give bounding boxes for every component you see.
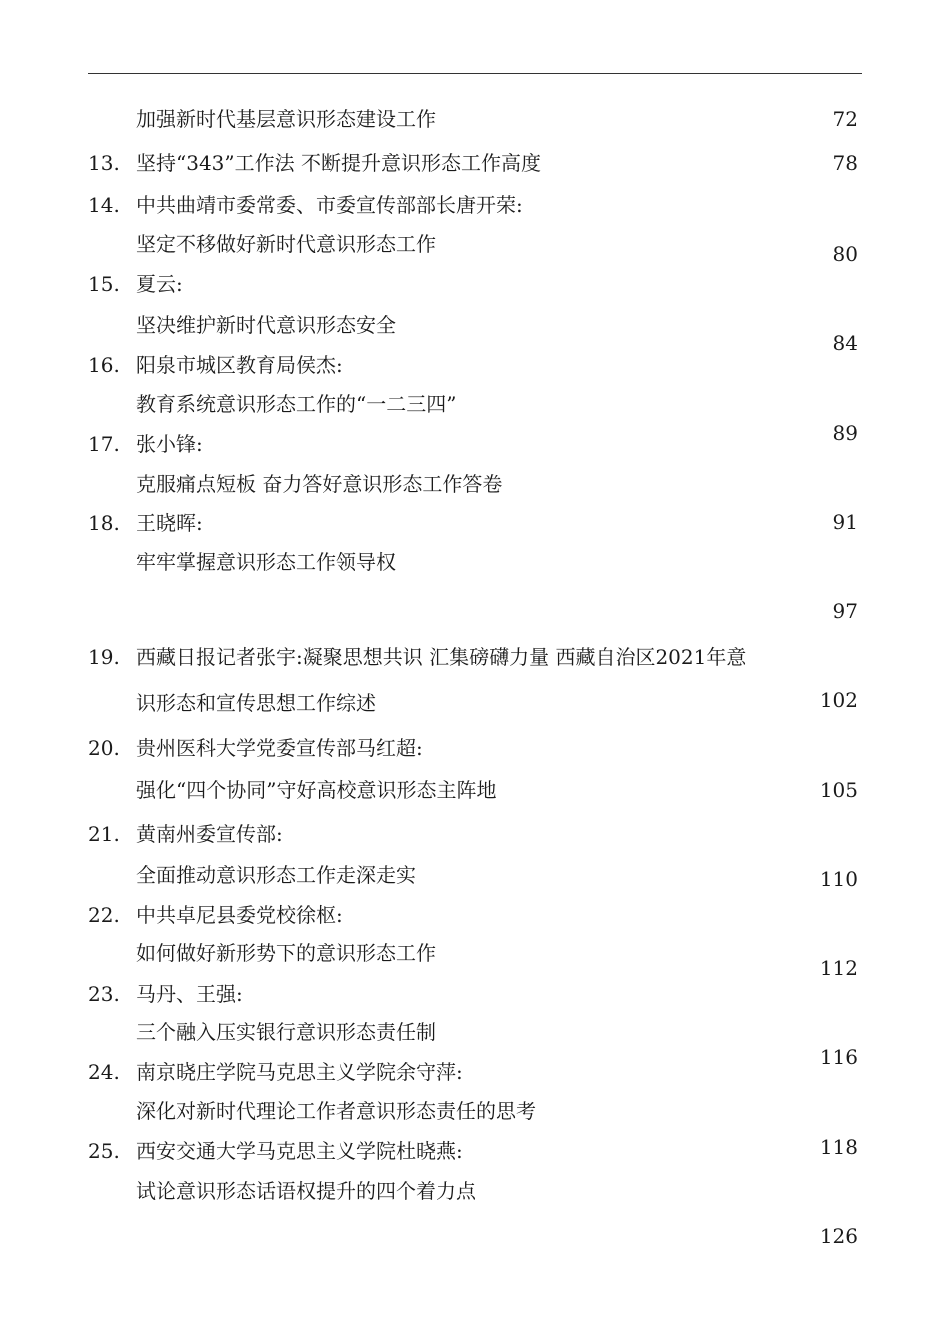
toc-entry-title[interactable]: 加强新时代基层意识形态建设工作 — [136, 107, 436, 131]
toc-entry-number: 16. — [88, 353, 120, 377]
toc-entry-author[interactable]: 王晓晖: — [136, 511, 203, 535]
toc-entry-number: 14. — [88, 193, 120, 217]
toc-entry-title[interactable]: 试论意识形态话语权提升的四个着力点 — [136, 1179, 476, 1203]
toc-entry-title-continued[interactable]: 识形态和宣传思想工作综述 — [136, 691, 376, 715]
toc-entry-author[interactable]: 南京晓庄学院马克思主义学院余守萍: — [136, 1060, 463, 1084]
toc-entry-author[interactable]: 西安交通大学马克思主义学院杜晓燕: — [136, 1139, 463, 1163]
toc-entry-title[interactable]: 教育系统意识形态工作的“一二三四” — [136, 392, 457, 416]
toc-page-number: 97 — [832, 599, 858, 623]
toc-entry-author[interactable]: 贵州医科大学党委宣传部马红超: — [136, 736, 423, 760]
toc-entry-title[interactable]: 克服痛点短板 奋力答好意识形态工作答卷 — [136, 472, 503, 496]
toc-entry-number: 20. — [88, 736, 120, 760]
toc-page-number: 110 — [819, 867, 858, 891]
toc-page-number: 89 — [832, 421, 858, 445]
toc-entry-title[interactable]: 强化“四个协同”守好高校意识形态主阵地 — [136, 778, 497, 802]
toc-page-number: 84 — [832, 331, 858, 355]
toc-entry-number: 25. — [88, 1139, 120, 1163]
toc-page-number: 78 — [832, 151, 858, 175]
toc-entry-number: 21. — [88, 822, 120, 846]
toc-page-number: 116 — [819, 1045, 858, 1069]
toc-page-number: 72 — [832, 107, 858, 131]
toc-entry-title[interactable]: 西藏日报记者张宇:凝聚思想共识 汇集磅礴力量 西藏自治区2021年意 — [136, 645, 747, 669]
toc-entry-number: 22. — [88, 903, 120, 927]
toc-entry-number: 17. — [88, 432, 120, 456]
toc-entry-number: 24. — [88, 1060, 120, 1084]
toc-entry-author[interactable]: 中共曲靖市委常委、市委宣传部部长唐开荣: — [136, 193, 523, 217]
toc-entry-author[interactable]: 夏云: — [136, 272, 183, 296]
toc-entry-author[interactable]: 黄南州委宣传部: — [136, 822, 283, 846]
toc-entry-number: 13. — [88, 151, 120, 175]
toc-entry-title[interactable]: 坚定不移做好新时代意识形态工作 — [136, 232, 436, 256]
toc-entry-title[interactable]: 全面推动意识形态工作走深走实 — [136, 863, 416, 887]
toc-entry-title[interactable]: 牢牢掌握意识形态工作领导权 — [136, 550, 396, 574]
toc-entry-number: 18. — [88, 511, 120, 535]
toc-entry-title[interactable]: 如何做好新形势下的意识形态工作 — [136, 941, 436, 965]
header-rule — [88, 73, 862, 74]
toc-entry-number: 15. — [88, 272, 120, 296]
toc-entry-author[interactable]: 张小锋: — [136, 432, 203, 456]
toc-page-number: 80 — [832, 242, 858, 266]
toc-entry-number: 23. — [88, 982, 120, 1006]
toc-entry-author[interactable]: 阳泉市城区教育局侯杰: — [136, 353, 343, 377]
toc-entry-author[interactable]: 中共卓尼县委党校徐枢: — [136, 903, 343, 927]
toc-page-number: 102 — [819, 688, 858, 712]
toc-entry-title[interactable]: 三个融入压实银行意识形态责任制 — [136, 1020, 436, 1044]
toc-page-number: 112 — [819, 956, 858, 980]
toc-entry-author[interactable]: 马丹、王强: — [136, 982, 243, 1006]
toc-page-number: 118 — [819, 1135, 858, 1159]
toc-entry-title[interactable]: 深化对新时代理论工作者意识形态责任的思考 — [136, 1099, 536, 1123]
toc-page-number: 126 — [819, 1224, 858, 1248]
toc-entry-title[interactable]: 坚决维护新时代意识形态安全 — [136, 313, 396, 337]
toc-entry-title[interactable]: 坚持“343”工作法 不断提升意识形态工作高度 — [136, 151, 541, 175]
toc-page-number: 91 — [832, 510, 858, 534]
toc-page-number: 105 — [819, 778, 858, 802]
toc-entry-number: 19. — [88, 645, 120, 669]
